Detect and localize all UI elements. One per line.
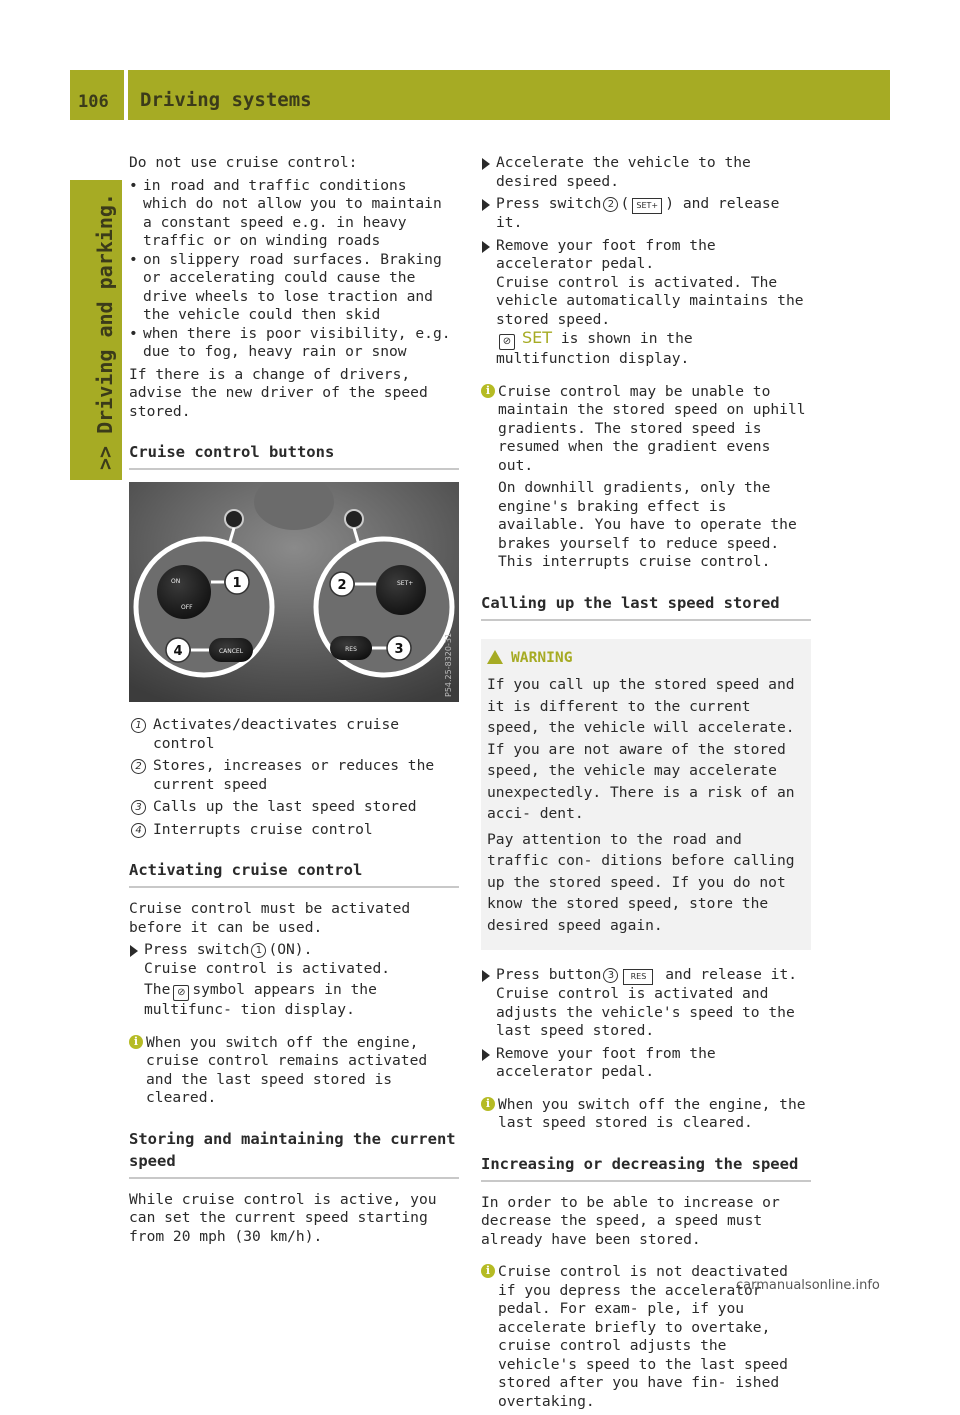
step-result: Cruise control is activated. [144, 959, 391, 977]
steering-wheel-photo [129, 482, 459, 702]
intro-text: Do not use cruise control: [129, 154, 358, 171]
switch-number: 2 [603, 197, 618, 212]
legend-number: 1 [131, 718, 146, 733]
step-text: and release it. [665, 966, 798, 983]
label-set: SET+ [397, 580, 414, 587]
legend-text: Interrupts cruise control [153, 820, 373, 838]
info-icon: i [481, 384, 495, 398]
image-code: P54.25-8320-31 [444, 632, 453, 697]
info-text: When you switch off the engine, cruise control remains activated and the last speed stored is cleared. [146, 1033, 428, 1106]
increase-text: In order to be able to increase or decrease the speed, a speed must already have been stored. [481, 1193, 780, 1248]
legend-number: 2 [131, 759, 146, 774]
info-text: When you switch off the engine, the last speed stored is cleared. [498, 1095, 806, 1131]
step-text: Press button [496, 966, 602, 983]
warning-icon [487, 650, 503, 664]
heading-activating: Activating cruise control [129, 859, 459, 888]
legend-text: Activates/deactivates cruise control [153, 716, 400, 752]
label-res: RES [345, 646, 357, 653]
steering-wheel-illustration [129, 482, 459, 702]
warning-text: Pay attention to the road and traffic con- ditions before calling up the stored speed. If you do not know the stored speed, store the desired speed again. [487, 830, 795, 934]
set-key-icon: SET+ [632, 198, 662, 214]
set-display-indicator: SET [522, 328, 553, 347]
step-text: symbol appears in the multifunc- tion display. [144, 981, 377, 1018]
heading-storing: Storing and maintaining the current speed [129, 1128, 459, 1179]
callout-1: 1 [232, 576, 242, 591]
label-off: OFF [181, 604, 193, 611]
step-press-switch-2: Press switch 2 ( SET+ ) and release it. [481, 195, 811, 233]
info-icon: i [481, 1264, 495, 1278]
cruise-control-icon: ⊘ [173, 985, 189, 1001]
step-text: (ON). [268, 941, 313, 958]
warning-header [487, 647, 805, 669]
callout-2: 2 [337, 578, 347, 593]
label-on: ON [171, 578, 181, 585]
step-result: Cruise control is activated and adjusts the vehicle's speed to the last speed stored. [496, 985, 795, 1039]
right-column [481, 154, 811, 1415]
driver-note: If there is a change of drivers, advise the new driver of the speed stored. [129, 365, 428, 420]
callout-3: 3 [394, 642, 404, 657]
info-icon: i [129, 1035, 143, 1049]
legend-item [129, 821, 459, 840]
step-press-switch-1 [129, 941, 459, 1020]
page-title: Driving systems [140, 89, 312, 111]
legend-number: 4 [131, 823, 146, 838]
list-item: • on slippery road surfaces. Braking or accelerating could cause the drive wheels to lose traction and the vehicle could then skid [129, 251, 459, 325]
step-accelerate: Accelerate the vehicle to the desired speed. [481, 154, 811, 191]
switch-number: 1 [251, 943, 266, 958]
warning-box [481, 639, 811, 951]
legend-number: 3 [131, 800, 146, 815]
res-key-icon: RES [623, 969, 653, 985]
info-text: Cruise control may be unable to maintain the stored speed on uphill gradients. The stored speed is resumed when the gradient evens out. [498, 382, 806, 474]
legend-text: Stores, increases or reduces the current speed [153, 757, 435, 793]
step-remove-foot-2: Remove your foot from the accelerator pedal. [481, 1045, 811, 1082]
legend-item [129, 716, 459, 753]
label-cancel: CANCEL [218, 648, 244, 655]
info-text: Cruise control is not deactivated if you depress the accelerator pedal. For exam- ple, if you accelerate briefly to overtake, cruise control adjusts the vehicle's speed to the last speed stored after you have fin- ished overtaking. [498, 1263, 788, 1410]
step-remove-foot [481, 237, 811, 369]
step-text: Remove your foot from the accelerator pedal. [496, 236, 716, 272]
info-text: On downhill gradients, only the engine's braking effect is available. You have to operate the brakes yourself to reduce speed. This interrupts cruise control. [498, 479, 797, 570]
step-result: Cruise control is activated. The vehicle automatically maintains the stored speed. [496, 273, 804, 328]
storing-text: While cruise control is active, you can set the current speed starting from 20 mph (30 km/h). [129, 1190, 437, 1245]
activate-text: Cruise control must be activated before it can be used. [129, 900, 411, 936]
step-text: is shown in the multifunction display. [496, 330, 693, 367]
info-note [129, 1034, 459, 1108]
cruise-control-icon: ⊘ [499, 334, 515, 350]
legend-item [129, 798, 459, 817]
list-item: • when there is poor visibility, e.g. due to fog, heavy rain or snow [129, 325, 459, 362]
left-column [129, 154, 459, 1246]
page-number: 106 [78, 92, 109, 112]
list-item: • in road and traffic conditions which do not allow you to maintain a constant speed e.g. in heavy traffic or on winding roads [129, 177, 459, 251]
step-text: Press switch [144, 941, 250, 958]
callout-4: 4 [173, 644, 183, 659]
legend-text: Calls up the last speed stored [153, 798, 417, 815]
side-label: >> Driving and parking. [93, 193, 117, 470]
watermark: carmanualsonline.info [736, 1278, 880, 1293]
warning-text: If you call up the stored speed and it is different to the current speed, the vehicle will accelerate. If you are not aware of the stored speed, the vehicle may accelerate unexpectedly. There is a risk of an acci- dent. [487, 676, 795, 822]
info-note [481, 383, 811, 572]
heading-cruise-buttons: Cruise control buttons [129, 441, 459, 470]
step-press-res [481, 966, 811, 1041]
step-text: and release it. [496, 195, 780, 231]
heading-increase-decrease: Increasing or decreasing the speed [481, 1153, 811, 1182]
heading-last-speed: Calling up the last speed stored [481, 592, 811, 621]
step-text: Press switch [496, 195, 602, 212]
legend-item [129, 757, 459, 794]
button-number: 3 [603, 968, 618, 983]
info-note [481, 1096, 811, 1133]
warning-title: WARNING [511, 648, 573, 666]
info-icon: i [481, 1097, 495, 1111]
step-text: The [144, 981, 171, 998]
